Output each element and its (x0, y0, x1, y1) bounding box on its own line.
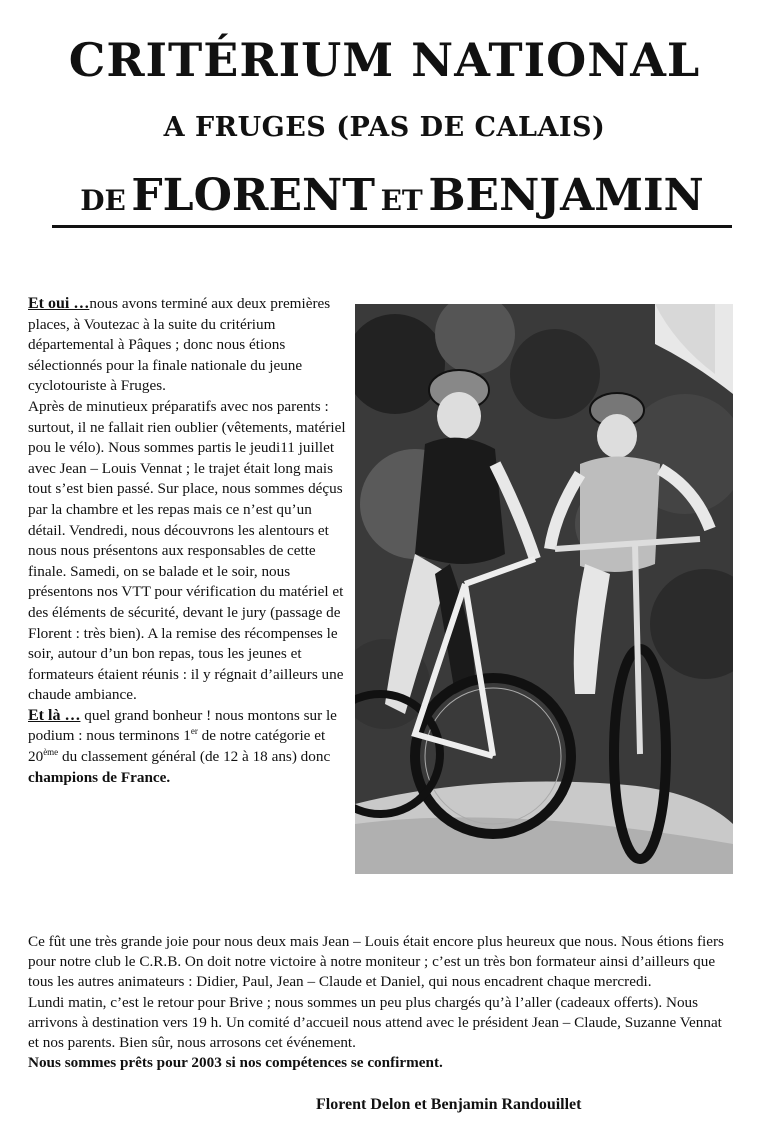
paragraph-podium (28, 706, 348, 788)
bottom-text (28, 932, 728, 1073)
champions-text: champions de France. (28, 768, 171, 786)
title-florent: FLORENT (131, 170, 375, 221)
paragraph-return: Lundi matin, c’est le retour pour Brive ; nous sommes un peu plus chargés qu’à l’aller (cadeaux offerts). Nous arrivons à destination vers 19 h. Un comité d’accueil nous attend avec le président Jean – Claude, Suzanne Vennat et nos parents. Bien sûr, nous arrosons cet événement. (28, 993, 722, 1052)
intro-text: nous avons terminé aux deux premières places, à Voutezac à la suite du critérium départemental à Pâques ; donc nous étions sélectionnés pour la finale nationale du jeune cyclotouriste à Fruges. (28, 295, 331, 395)
superscript-er: er (190, 726, 198, 737)
paragraph-intro (28, 294, 348, 397)
title-benjamin: BENJAMIN (428, 170, 704, 221)
podium-text-a: quel grand bonheur ! nous montons sur le podium : nous terminons 1 (28, 706, 337, 745)
paragraph-2003: Nous sommes prêts pour 2003 si nos compétences se confirment. (28, 1054, 443, 1072)
title-underline (52, 225, 732, 228)
title-line-1: CRITÉRIUM NATIONAL (68, 33, 701, 87)
paragraph-trip: Après de minutieux préparatifs avec nos parents : surtout, il ne fallait rien oublier (vêtements, matériel pou le vélo). Nous sommes partis le jeudi11 juillet avec Jean – Louis Vennat ; le trajet était long mais tout s’est bien passé. Sur place, nous sommes déçus par la chambre et les repas mais ce n’est qu’un détail. Vendredi, nous découvrons les alentours et nous nous présentons aux responsables de cette finale. Samedi, on se balade et le soir, nous présentons nos VTT pour vérification du matériel et des éléments de sécurité, devant le jury (passage de Florent : très bien). A la remise des récompenses le soir, autour d’un bon repas, tous les jeunes et formateurs étaient réunis : il y régnait d’ailleurs une chaude ambiance. (28, 397, 346, 704)
title-de: DE (80, 184, 126, 217)
title-et: ET (380, 184, 423, 217)
left-column (28, 294, 348, 788)
podium-text-c: du classement général (de 12 à 18 ans) donc (58, 748, 331, 766)
podium-text-b: de notre catégorie et 20 (28, 727, 326, 766)
paragraph-joy: Ce fût une très grande joie pour nous deux mais Jean – Louis était encore plus heureux que nous. Nous étions fiers pour notre club le C.R.B. On doit notre victoire à notre moniteur ; c’est un très bon formateur ainsi d’ailleurs que tous les autres animateurs : Didier, Paul, Jean – Claude et Daniel, qui nous encadrent chaque mercredi. (28, 933, 724, 991)
lead-et-oui: Et oui … (28, 295, 90, 312)
cyclists-photo (355, 304, 733, 874)
lead-et-la: Et là … (28, 706, 81, 724)
superscript-eme: ème (43, 747, 59, 757)
signature: Florent Delon et Benjamin Randouillet (316, 1096, 582, 1113)
title-line-2: A FRUGES (PAS DE CALAIS) (163, 112, 606, 143)
